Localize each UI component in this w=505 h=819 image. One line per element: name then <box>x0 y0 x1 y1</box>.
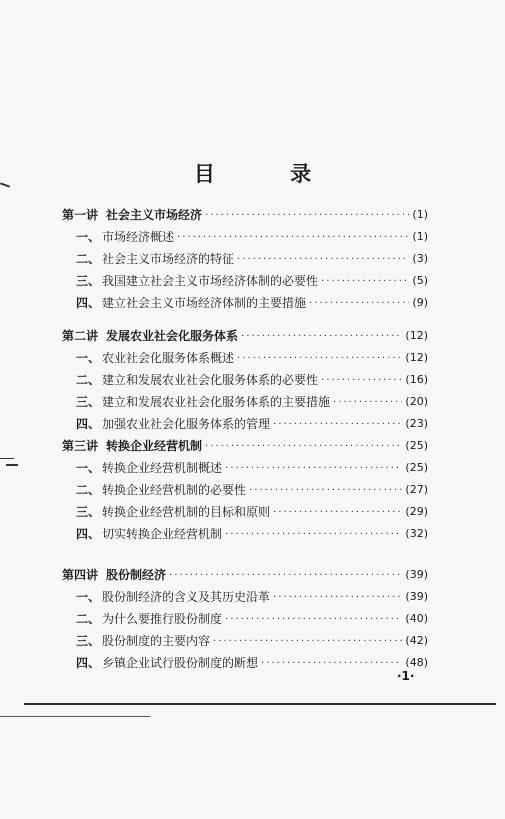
toc-section[interactable] <box>76 524 428 542</box>
toc-section[interactable] <box>76 480 428 498</box>
leader-dots <box>241 330 402 344</box>
toc-number: 四、 <box>76 527 101 541</box>
toc-section[interactable] <box>76 348 428 366</box>
toc-section[interactable] <box>76 370 428 388</box>
toc-chapter[interactable] <box>62 436 428 454</box>
toc-text: 股份制度的主要内容 <box>102 634 211 648</box>
toc-number: 一、 <box>76 590 101 604</box>
toc-page: (48) <box>405 656 428 669</box>
toc-text: 我国建立社会主义市场经济体制的必要性 <box>102 274 319 288</box>
toc-section[interactable] <box>76 293 428 311</box>
toc-section[interactable] <box>76 587 428 605</box>
toc-number: 第三讲 <box>62 439 99 453</box>
toc-number: 一、 <box>76 230 101 244</box>
toc-number: 一、 <box>76 351 101 365</box>
toc-number: 三、 <box>76 274 101 288</box>
toc-page: (3) <box>412 252 428 265</box>
toc-number: 第四讲 <box>62 568 99 582</box>
toc-text: 建立和发展农业社会化服务体系的必要性 <box>102 373 319 387</box>
leader-dots <box>213 635 402 649</box>
leader-dots <box>237 253 409 267</box>
toc-number: 一、 <box>76 461 101 475</box>
toc-chapter[interactable] <box>62 565 428 583</box>
leader-dots <box>169 569 402 583</box>
toc-section[interactable] <box>76 414 428 432</box>
toc-text: 转换企业经营机制的必要性 <box>102 483 247 497</box>
toc-page: (40) <box>405 612 428 625</box>
leader-dots <box>225 462 402 476</box>
leader-dots <box>205 209 409 223</box>
toc-section[interactable] <box>76 227 428 245</box>
toc-number: 二、 <box>76 612 101 626</box>
toc-page: (42) <box>405 634 428 647</box>
toc-number: 二、 <box>76 252 101 266</box>
toc-text: 切实转换企业经营机制 <box>102 527 223 541</box>
bottom-rule-short <box>0 716 150 717</box>
toc-number: 三、 <box>76 634 101 648</box>
toc-section[interactable] <box>76 502 428 520</box>
toc-section[interactable] <box>76 609 428 627</box>
toc-text: 股份制经济 <box>106 568 167 582</box>
toc-text: 股份制经济的含义及其历史沿革 <box>102 590 271 604</box>
toc-page: (5) <box>412 274 428 287</box>
toc-text: 建立社会主义市场经济体制的主要措施 <box>102 296 307 310</box>
leader-dots <box>321 374 402 388</box>
toc-chapter[interactable] <box>62 326 428 344</box>
toc-text: 转换企业经营机制概述 <box>102 461 223 475</box>
toc-text: 转换企业经营机制的目标和原则 <box>102 505 271 519</box>
toc-text: 建立和发展农业社会化服务体系的主要措施 <box>102 395 331 409</box>
toc-text: 加强农业社会化服务体系的管理 <box>102 417 271 431</box>
toc-text: 为什么要推行股份制度 <box>102 612 223 626</box>
toc-number: 三、 <box>76 505 101 519</box>
leader-dots <box>273 591 402 605</box>
toc-number: 第二讲 <box>62 329 99 343</box>
toc-number: 二、 <box>76 483 101 497</box>
toc-section[interactable] <box>76 249 428 267</box>
toc-number: 第一讲 <box>62 208 99 222</box>
toc-number: 四、 <box>76 296 101 310</box>
leader-dots <box>321 275 409 289</box>
toc-page: (39) <box>405 568 428 581</box>
leader-dots <box>273 418 402 432</box>
toc-page: (25) <box>405 439 428 452</box>
toc-number: 三、 <box>76 395 101 409</box>
leader-dots <box>309 297 409 311</box>
leader-dots <box>225 528 402 542</box>
toc-chapter[interactable] <box>62 205 428 223</box>
toc-section[interactable] <box>76 271 428 289</box>
toc-page: (23) <box>405 417 428 430</box>
toc-section[interactable] <box>76 392 428 410</box>
toc-page: (9) <box>412 296 428 309</box>
toc-page: (1) <box>412 208 428 221</box>
toc-text: 乡镇企业试行股份制度的断想 <box>102 656 259 670</box>
toc-page: (12) <box>405 329 428 342</box>
toc-page: (16) <box>405 373 428 386</box>
toc-text: 社会主义市场经济 <box>106 208 203 222</box>
leader-dots <box>225 613 402 627</box>
toc-text: 发展农业社会化服务体系 <box>106 329 239 343</box>
toc-page: (12) <box>405 351 428 364</box>
toc-section[interactable] <box>76 631 428 649</box>
leader-dots <box>205 440 402 454</box>
toc-page: (32) <box>405 527 428 540</box>
toc-page: (27) <box>405 483 428 496</box>
toc-page: (39) <box>405 590 428 603</box>
page-number: ·1· <box>397 669 415 683</box>
toc-text: 转换企业经营机制 <box>106 439 203 453</box>
toc-number: 四、 <box>76 417 101 431</box>
leader-dots <box>177 231 409 245</box>
toc-page: (1) <box>412 230 428 243</box>
toc-section[interactable] <box>76 458 428 476</box>
toc-number: 二、 <box>76 373 101 387</box>
leader-dots <box>261 657 402 671</box>
leader-dots <box>249 484 402 498</box>
toc-section[interactable] <box>76 653 428 671</box>
toc-page: (29) <box>405 505 428 518</box>
bottom-rule <box>24 703 496 705</box>
toc-page: (25) <box>405 461 428 474</box>
toc-text: 农业社会化服务体系概述 <box>102 351 235 365</box>
leader-dots <box>333 396 402 410</box>
toc-page: (20) <box>405 395 428 408</box>
toc-text: 社会主义市场经济的特征 <box>102 252 235 266</box>
toc-text: 市场经济概述 <box>102 230 175 244</box>
leader-dots <box>237 352 402 366</box>
toc-number: 四、 <box>76 656 101 670</box>
leader-dots <box>273 506 402 520</box>
page-title: 目 录 <box>193 162 346 186</box>
